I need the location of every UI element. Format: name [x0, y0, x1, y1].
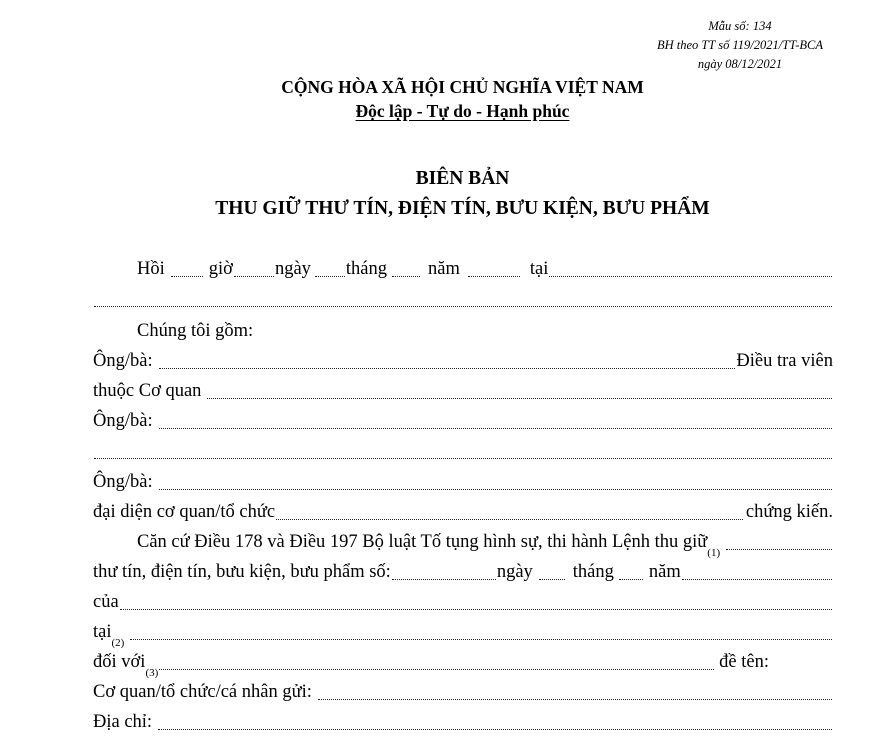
order-label: thư tín, điện tín, bưu kiện, bưu phẩm số:	[93, 562, 391, 582]
person2-label: Ông/bà:	[93, 411, 153, 431]
thang-label: tháng	[345, 259, 388, 279]
motto-text: Độc lập - Tự do - Hạnh phúc	[355, 101, 570, 121]
document-subtitle: THU GIỮ THƯ TÍN, ĐIỆN TÍN, BƯU KIỆN, BƯU PHẨM	[215, 198, 710, 219]
person3-field[interactable]	[159, 485, 832, 490]
tai2-label: tại	[93, 622, 112, 642]
investigator-label: Điều tra viên	[736, 351, 833, 371]
place-continuation-line	[93, 284, 833, 310]
sender-field[interactable]	[318, 695, 832, 700]
basis-text: Căn cứ Điều 178 và Điều 197 Bộ luật Tố tụng hình sự, thi hành Lệnh thu giữ	[137, 532, 708, 552]
person1-line	[93, 346, 833, 372]
place-field-continued[interactable]	[94, 302, 832, 307]
witness-label: chứng kiến.	[745, 502, 833, 522]
order-number-line	[93, 557, 833, 583]
person3-label: Ông/bà:	[93, 472, 153, 492]
time-place-line	[93, 254, 833, 280]
basis-line: Căn cứ Điều 178 và Điều 197 Bộ luật Tố tụng hình sự, thi hành Lệnh thu giữ (1)	[93, 527, 833, 553]
sender-label: Cơ quan/tổ chức/cá nhân gửi:	[93, 682, 312, 702]
order-day-field[interactable]	[539, 575, 565, 580]
address-field[interactable]	[158, 725, 832, 730]
form-number: Mẫu số: 134	[708, 19, 772, 33]
person2-line	[93, 406, 833, 432]
members-intro: Chúng tôi gồm:	[137, 321, 254, 341]
order-number-field[interactable]	[392, 575, 496, 580]
representative-field[interactable]	[276, 515, 743, 520]
nam-label: năm	[428, 259, 460, 279]
doi-voi-field[interactable]	[159, 665, 714, 670]
issued-date: ngày 08/12/2021	[697, 57, 783, 71]
representative-line	[93, 497, 833, 523]
members-intro-line	[93, 316, 833, 342]
minute-field[interactable]	[234, 272, 274, 277]
gio-label: giờ	[208, 259, 233, 279]
sender-line	[93, 677, 833, 703]
person3-line	[93, 467, 833, 493]
agency-line	[93, 376, 833, 402]
order-year-field[interactable]	[682, 575, 832, 580]
address-line	[93, 707, 833, 733]
doi-voi-label: đối với	[93, 652, 146, 672]
cua-line	[93, 587, 833, 613]
place-field[interactable]	[549, 272, 832, 277]
person2-field-continued[interactable]	[94, 454, 832, 459]
order-issuer-field[interactable]	[726, 545, 832, 550]
month-field[interactable]	[392, 272, 420, 277]
hour-field[interactable]	[171, 272, 203, 277]
doi-voi-line: đối với (3) đề tên:	[93, 652, 769, 679]
nation-heading: CỘNG HÒA XÃ HỘI CHỦ NGHĨA VIỆT NAM	[281, 77, 644, 97]
issued-by: BH theo TT số 119/2021/TT-BCA	[657, 38, 823, 52]
tai-field[interactable]	[130, 635, 832, 640]
form-code-block	[620, 17, 860, 74]
person1-label: Ông/bà:	[93, 351, 153, 371]
person2-field[interactable]	[159, 424, 832, 429]
day-field[interactable]	[315, 272, 345, 277]
tai-line: tại (2)	[93, 617, 833, 643]
address-label: Địa chỉ:	[93, 712, 153, 732]
motto	[0, 100, 879, 123]
document-title: BIÊN BẢN	[415, 168, 510, 189]
representative-label: đại diện cơ quan/tổ chức	[93, 502, 276, 522]
ngay-label: ngày	[274, 259, 311, 279]
agency-field[interactable]	[207, 394, 832, 399]
order-nam-label: năm	[648, 562, 681, 582]
agency-label: thuộc Cơ quan	[93, 381, 202, 401]
order-thang-label: tháng	[572, 562, 614, 582]
tai-label: tại	[529, 259, 549, 279]
de-ten-label: đề tên:	[719, 652, 769, 672]
hoi-label: Hồi	[137, 259, 165, 279]
order-ngay-label: ngày	[496, 562, 533, 582]
year-field[interactable]	[468, 272, 520, 277]
person2-continuation-line	[93, 436, 833, 462]
person1-field[interactable]	[159, 364, 736, 369]
cua-label: của	[93, 592, 119, 612]
cua-field[interactable]	[120, 605, 832, 610]
order-month-field[interactable]	[619, 575, 643, 580]
